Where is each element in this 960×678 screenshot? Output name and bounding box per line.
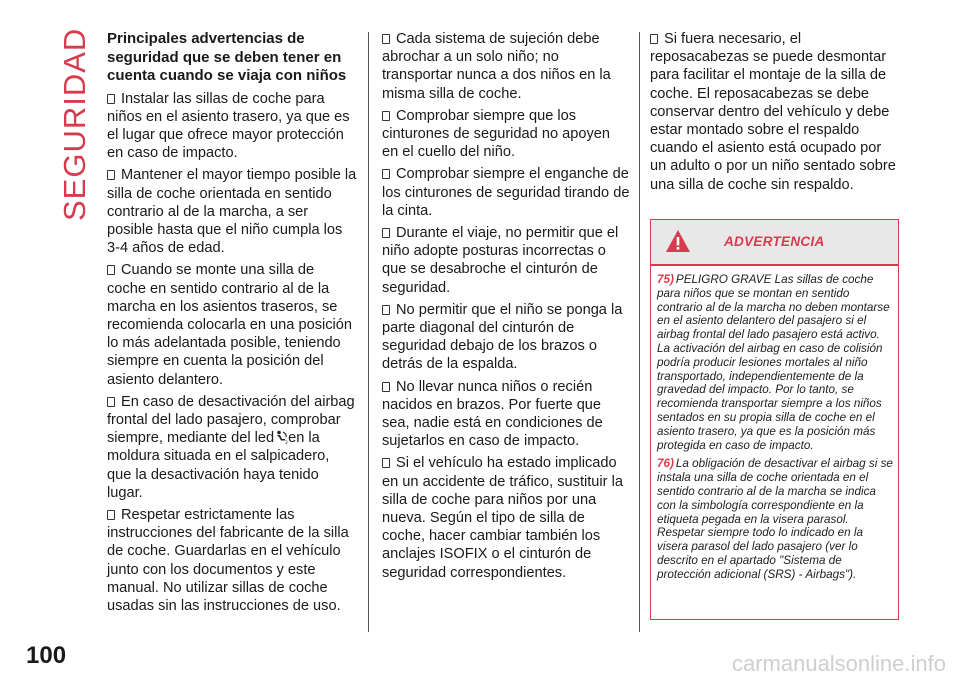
column-divider-left <box>368 32 369 632</box>
checkbox-bullet-icon <box>107 510 115 520</box>
warning-title: ADVERTENCIA <box>724 234 825 249</box>
bullet-item: Si el vehículo ha estado implicado en un accidente de tráfico, sustituir la silla de coche para niños por una nueva. Según el tipo de silla de coche, hacer cambiar también los anclajes ISOFIX o el cinturón de seguridad correspondientes. <box>382 455 623 581</box>
checkbox-bullet-icon <box>382 111 390 121</box>
checkbox-bullet-icon <box>107 265 115 275</box>
bullet-item: Si fuera necesario, el reposacabezas se puede desmontar para facilitar el montaje de la silla de coche. El reposacabezas se debe conservar dentro del vehículo y debe estar montado sobre el respaldo cuando el asiento está ocupado por un adulto o por un niño sentado sobre una silla de coche sin respaldo. <box>650 31 896 193</box>
checkbox-bullet-icon <box>382 34 390 44</box>
warning-header <box>651 220 898 264</box>
checkbox-bullet-icon <box>107 397 115 407</box>
checkbox-bullet-icon <box>107 94 115 104</box>
warning-body <box>657 273 895 587</box>
passenger-airbag-off-icon <box>274 430 288 444</box>
bullet-item: Respetar estrictamente las instrucciones del fabricante de la silla de coche. Guardarlas en el vehículo junto con los documentos y este manual. No utilizar sillas de coche usadas sin las instrucciones de uso. <box>107 506 349 614</box>
warning-note-text: La obligación de desactivar el airbag si se instala una silla de coche orientada en el sentido contrario al de la marcha se indica con la simbología correspondiente en la etiqueta pegada en la visera parasol. Respetar siempre todo lo indicado en la visera parasol del lado pasajero (ver lo descrito en el apartado "Sistema de protección adicional (SRS) - Airbags"). <box>657 457 893 581</box>
section-heading: Principales advertencias de seguridad que se deben tener en cuenta cuando se viaja con niños <box>107 30 347 84</box>
svg-text:2: 2 <box>285 441 288 445</box>
watermark: carmanualsonline.info <box>731 651 946 676</box>
bullet-item: No llevar nunca niños o recién nacidos en brazos. Por fuerte que sea, nadie está en condiciones de sujetarlos en caso de impacto. <box>382 378 603 450</box>
bullet-item: Cuando se monte una silla de coche en sentido contrario al de la marcha en los asientos traseros, se recomienda colocarla en una posición lo más adelantada posible, teniendo siempre en cuenta la posición del asiento delantero. <box>107 262 353 388</box>
warning-box <box>650 219 899 620</box>
checkbox-bullet-icon <box>382 458 390 468</box>
warning-note <box>657 273 895 452</box>
bullet-item: Cada sistema de sujeción debe abrochar a un solo niño; no transportar nunca a dos niños en la misma silla de coche. <box>382 31 611 102</box>
warning-separator <box>651 264 898 266</box>
section-title: SEGURIDAD <box>57 28 92 222</box>
column-divider-right <box>639 32 640 632</box>
bullet-item: Instalar las sillas de coche para niños en el asiento trasero, ya que es el lugar que ofrece mayor protección en caso de impacto. <box>107 90 350 162</box>
checkbox-bullet-icon <box>107 170 115 180</box>
checkbox-bullet-icon <box>382 305 390 315</box>
bullet-item: Durante el viaje, no permitir que el niño adopte posturas incorrectas o que se desabroche el cinturón de seguridad. <box>382 225 619 296</box>
warning-note-text: PELIGRO GRAVE Las sillas de coche para niños que se montan en sentido contrario al de la marcha no deben montarse en el asiento delantero del pasajero si el airbag frontal del lado pasajero está activo. La activación del airbag en caso de colisión podría producir lesiones mortales al niño transportado, independientemente de la gravedad del impacto. Por lo tanto, se recomienda transportar siempre a los niños sentados en su propia silla de coche en el asiento trasero, ya que es la posición más protegida en caso de impacto. <box>657 273 890 452</box>
column-3 <box>650 30 900 198</box>
checkbox-bullet-icon <box>382 169 390 179</box>
checkbox-bullet-icon <box>382 228 390 238</box>
warning-note-number: 75) <box>657 273 674 286</box>
bullet-item: No permitir que el niño se ponga la parte diagonal del cinturón de seguridad debajo de los brazos o detrás de la espalda. <box>382 301 623 373</box>
bullet-item: Comprobar siempre el enganche de los cinturones de seguridad tirando de la cinta. <box>382 166 630 219</box>
bullet-item: Mantener el mayor tiempo posible la silla de coche orientada en sentido contrario al de la marcha, a ser posible hasta que el niño cumpla los 3-4 años de edad. <box>107 167 357 257</box>
warning-note-number: 76) <box>657 457 674 471</box>
warning-note <box>657 457 895 581</box>
warning-triangle-icon <box>665 229 691 253</box>
bullet-item: Comprobar siempre que los cinturones de seguridad no apoyen en el cuello del niño. <box>382 107 610 161</box>
bullet-item-airbag: En caso de desactivación del airbag frontal del lado pasajero, comprobar siempre, mediante del led 2 en la moldura situada en el salpicadero, que la desactivación haya tenido lugar. <box>107 393 355 501</box>
checkbox-bullet-icon <box>650 34 658 44</box>
column-2 <box>382 30 630 586</box>
page-number: 100 <box>26 642 67 669</box>
column-1 <box>107 30 357 619</box>
checkbox-bullet-icon <box>382 382 390 392</box>
